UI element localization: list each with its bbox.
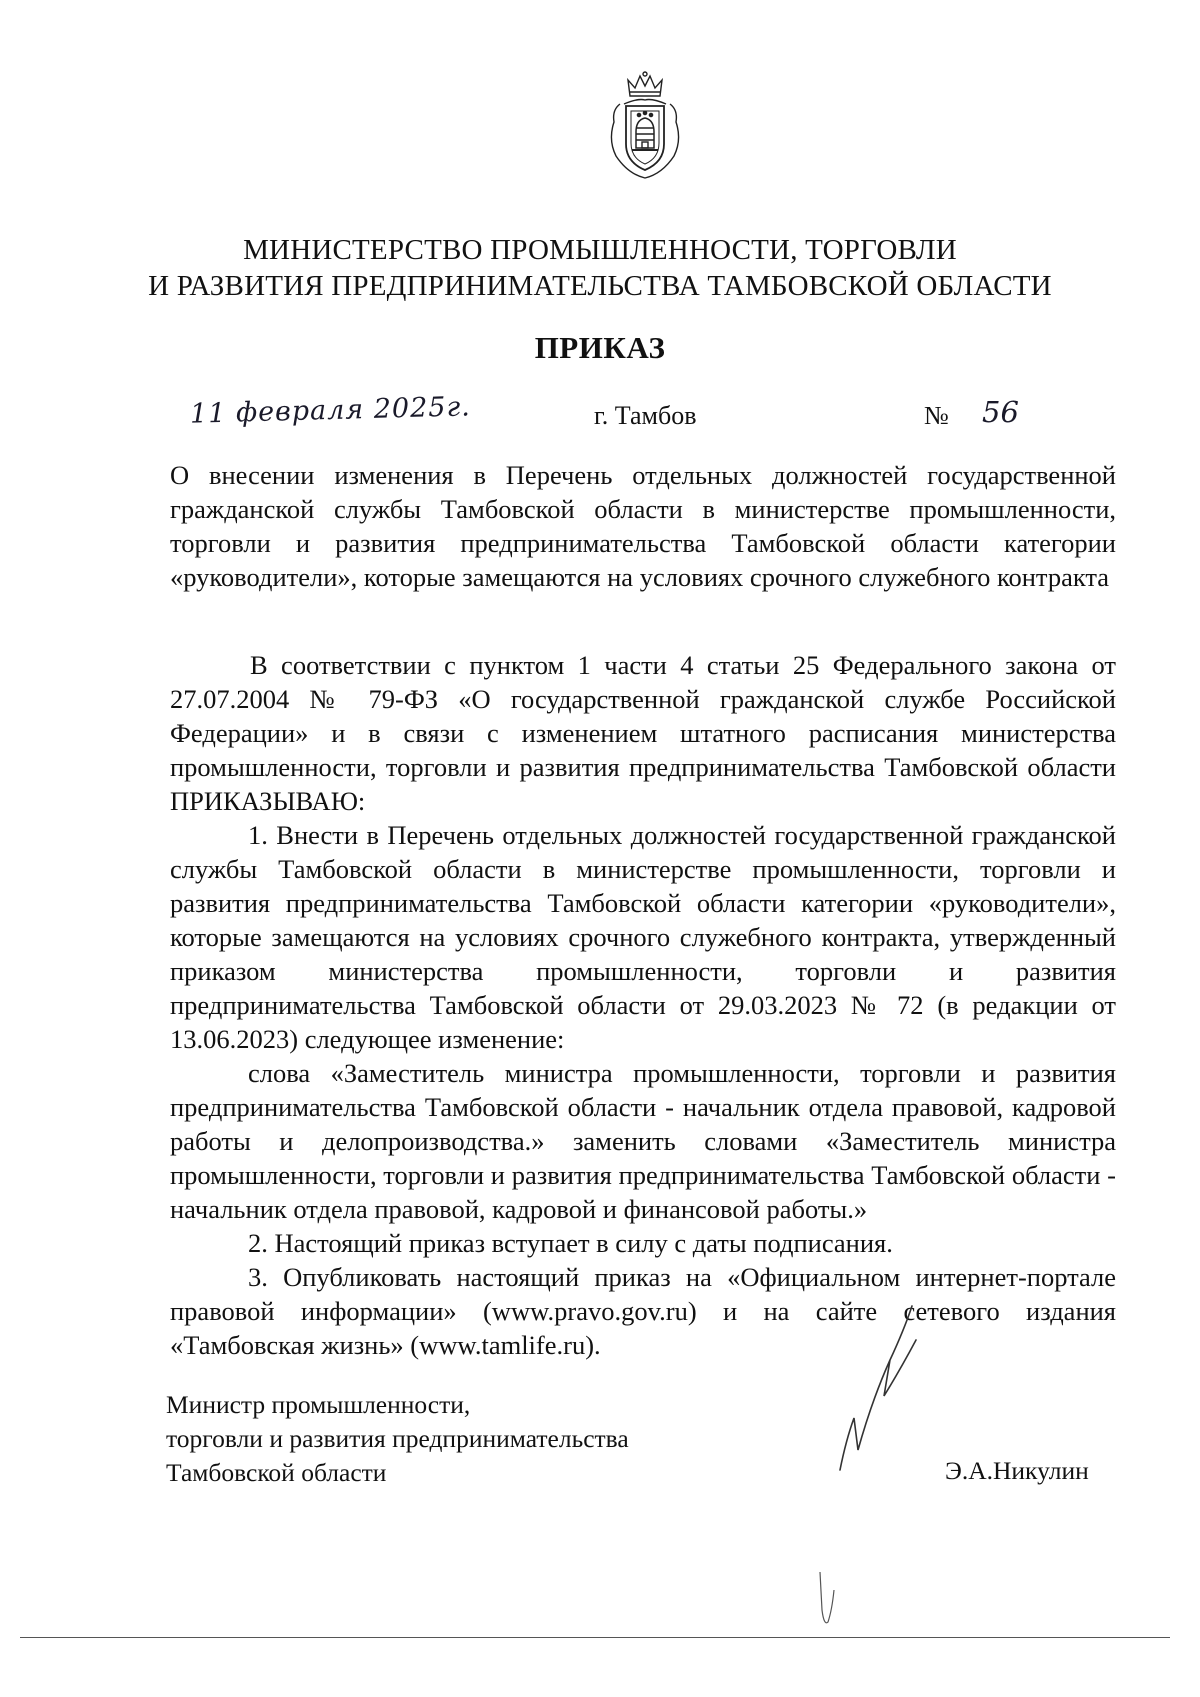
page-bottom-rule — [20, 1637, 1170, 1638]
signatory-title — [166, 1388, 629, 1490]
ministry-name-line1: МИНИСТЕРСТВО ПРОМЫШЛЕННОСТИ, ТОРГОВЛИ — [243, 234, 957, 266]
signatory-title-line1: Министр промышленности, — [166, 1390, 471, 1419]
handwritten-signature — [820, 1300, 930, 1480]
ministry-name-line2: И РАЗВИТИЯ ПРЕДПРИНИМАТЕЛЬСТВА ТАМБОВСКОЙ ОБЛАСТИ — [148, 270, 1052, 302]
preamble-paragraph: В соответствии с пунктом 1 части 4 статьи 25 Федерального закона от 27.07.2004 № 79-ФЗ «О государственной гражданской службе Российской Федерации» и в связи с изменением штатного расписания министерства промышленности, торговли и развития предпринимательства Тамбовской области ПРИКАЗЫВАЮ: — [170, 650, 1116, 816]
signatory-title-line2: торговли и развития предпринимательства — [166, 1424, 629, 1453]
pen-mark-icon — [810, 1570, 840, 1630]
order-subject: О внесении изменения в Перечень отдельных должностей государственной гражданской службы Тамбовской области в министерстве промышленности, торговли и развития предпринимательства Тамбовской области категории «руководители», которые замещаются на условиях срочного служебного контракта — [170, 460, 1116, 592]
document-type-title: ПРИКАЗ — [534, 330, 666, 365]
handwritten-document-number: 56 — [982, 395, 1019, 429]
ministry-name — [120, 232, 1080, 304]
signer-name: Э.А.Никулин — [945, 1456, 1089, 1485]
number-sign: № — [924, 401, 949, 430]
item-1-paragraph: 1. Внести в Перечень отдельных должностей государственной гражданской службы Тамбовской области в министерстве промышленности, торговли и развития предпринимательства Тамбовской области категории «руководители», которые замещаются на условиях срочного служебного контракта, утвержденный приказом министерства промышленности, торговли и развития предпринимательства Тамбовской области от 29.03.2023 № 72 (в редакции от 13.06.2023) следующее изменение: — [170, 820, 1116, 1054]
city: г. Тамбов — [594, 401, 697, 430]
item-1-change-paragraph: слова «Заместитель министра промышленности, торговли и развития предпринимательства Тамбовской области - начальник отдела правовой, кадровой работы и делопроизводства.» заменить словами «Заместитель министра промышленности, торговли и развития предпринимательства Тамбовской области - начальник отдела правовой, кадровой и финансовой работы.» — [170, 1058, 1116, 1224]
item-2-paragraph: 2. Настоящий приказ вступает в силу с даты подписания. — [248, 1228, 893, 1258]
tambov-region-coat-of-arms-icon — [598, 70, 692, 180]
signatory-title-line3: Тамбовской области — [166, 1458, 387, 1487]
order-body — [170, 648, 1116, 1362]
handwritten-date: 11 февраля 2025г. — [189, 391, 472, 430]
item-3-paragraph: 3. Опубликовать настоящий приказ на «Официальном интернет-портале правовой информации» (www.pravo.gov.ru) и на сайте сетевого издания «Тамбовская жизнь» (www.tamlife.ru). — [170, 1262, 1116, 1360]
